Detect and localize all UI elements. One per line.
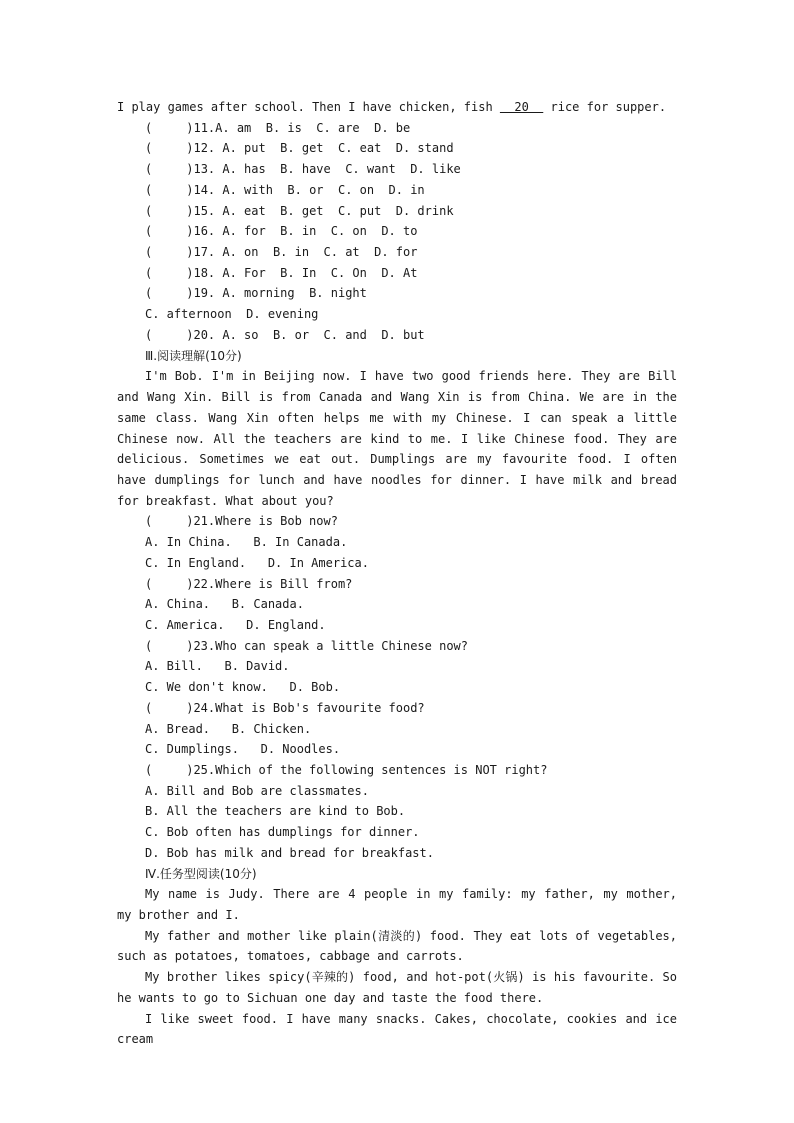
task-paragraph-2: My father and mother like plain(清淡的) food. They eat lots of vegetables, such as potatoes, tomatoes, cabbage and carrots. (117, 928, 677, 964)
cloze-passage-line (117, 97, 677, 118)
question-22: ( )22.Where is Bill from? (145, 576, 353, 591)
question-25: ( )25.Which of the following sentences is NOT right? (145, 763, 548, 777)
cloze-text: I play games after school. Then I have chicken, fish (117, 100, 500, 114)
question-21: ( )21.Where is Bob now? (145, 514, 338, 529)
q21-options-cd: C. In England. D. In America. (145, 555, 369, 570)
q24-options-cd: C. Dumplings. D. Noodles. (145, 742, 341, 757)
cloze-question-11: ( )11.A. am B. is C. are D. be (145, 120, 411, 135)
cloze-question-20: ( )20. A. so B. or C. and D. but (145, 327, 425, 342)
q25-option-a: A. Bill and Bob are classmates. (145, 783, 369, 798)
task-paragraph-4: I like sweet food. I have many snacks. Cakes, chocolate, cookies and ice cream (117, 1011, 677, 1047)
q25-option-d: D. Bob has milk and bread for breakfast. (145, 845, 434, 860)
cloze-question-18: ( )18. A. For B. In C. On D. At (145, 265, 418, 280)
cloze-question-list (117, 118, 677, 304)
q23-options-ab: A. Bill. B. David. (145, 659, 290, 674)
question-24: ( )24.What is Bob's favourite food? (145, 700, 425, 715)
cloze-question-14: ( )14. A. with B. or C. on D. in (145, 182, 425, 197)
q24-options-ab: A. Bread. B. Chicken. (145, 721, 312, 736)
cloze-question-19: ( )19. A. morning B. night (145, 286, 367, 301)
cloze-option-continuation: C. afternoon D. evening (145, 307, 319, 322)
cloze-question-17: ( )17. A. on B. in C. at D. for (145, 245, 418, 260)
question-23: ( )23.Who can speak a little Chinese now? (145, 638, 468, 653)
q25-option-b: B. All the teachers are kind to Bob. (145, 804, 406, 819)
blank-20: 20 (499, 100, 544, 114)
task-paragraph-3: My brother likes spicy(辛辣的) food, and hot-pot(火锅) is his favourite. So he wants to go to Sichuan one day and taste the food there. (117, 970, 677, 1005)
q21-options-ab: A. In China. B. In Canada. (145, 535, 348, 550)
cloze-question-13: ( )13. A. has B. have C. want D. like (145, 162, 461, 177)
reading-passage: I'm Bob. I'm in Beijing now. I have two good friends here. They are Bill and Wang Xin. Bill is from Canada and Wang Xin is from China. We are in the same class. Wang Xin often helps me with my Chinese. I can speak a little Chinese now. All the teachers are kind to me. I like Chinese food. They are delicious. Sometimes we eat out. Dumplings are my favourite food. I often have dumplings for lunch and have noodles for dinner. I have milk and bread for breakfast. What about you? (117, 369, 677, 508)
cloze-text-end: rice for supper. (543, 100, 667, 114)
cloze-question-16: ( )16. A. for B. in C. on D. to (145, 224, 418, 239)
cloze-question-12: ( )12. A. put B. get C. eat D. stand (145, 141, 454, 156)
q22-options-ab: A. China. B. Canada. (145, 597, 304, 612)
task-paragraph-1: My name is Judy. There are 4 people in my family: my father, my mother, my brother and I. (117, 887, 677, 923)
reading-section-heading: Ⅲ.阅读理解(10分) (145, 348, 242, 363)
q23-options-cd: C. We don't know. D. Bob. (145, 680, 341, 695)
cloze-question-15: ( )15. A. eat B. get C. put D. drink (145, 203, 454, 218)
exam-page (117, 97, 677, 1050)
q25-option-c: C. Bob often has dumplings for dinner. (145, 825, 420, 840)
task-reading-heading: Ⅳ.任务型阅读(10分) (145, 866, 257, 881)
q22-options-cd: C. America. D. England. (145, 617, 326, 632)
